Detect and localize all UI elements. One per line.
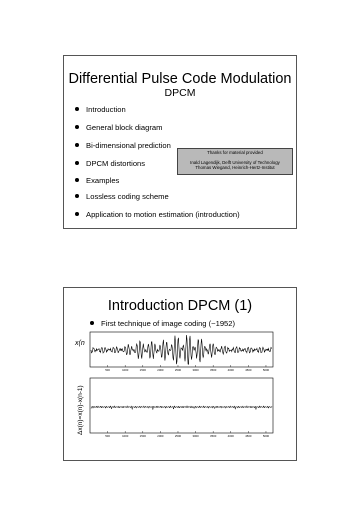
bullet-dot-icon <box>75 125 79 129</box>
slide1-subtitle: DPCM <box>164 87 196 99</box>
bullet-dot-icon <box>75 178 79 182</box>
axis-tick-label: 1000 <box>122 368 129 372</box>
bullet-first-technique: First technique of image coding (~1952) <box>90 319 235 328</box>
axis-tick-label: 5000 <box>262 368 270 372</box>
bullet-dpcm-distortions: DPCM distortions <box>75 159 145 168</box>
slide1-bullet-list <box>64 56 296 228</box>
axis-tick-label: 1000 <box>122 434 129 438</box>
axis-tick-label: 1500 <box>139 434 146 438</box>
credit-line-1: Inald Lagendijk, Delft University of Technology <box>190 159 280 165</box>
axis-tick-label: 5000 <box>262 434 270 438</box>
difference-plot-frame <box>90 378 273 433</box>
bullet-dot-icon <box>75 161 79 165</box>
axis-tick-label: 4000 <box>227 434 234 438</box>
axis-tick-label: 4500 <box>245 434 252 438</box>
axis-tick-label: 3500 <box>210 434 217 438</box>
bullet-bi-dimensional-prediction: Bi-dimensional prediction <box>75 141 171 150</box>
axis-tick-label: 1500 <box>139 368 146 372</box>
axis-tick-label: 2500 <box>174 434 182 438</box>
axis-tick-label: 4500 <box>245 368 252 372</box>
bullet-dot-icon <box>75 212 79 216</box>
bullet-general-block-diagram: General block diagram <box>75 123 162 132</box>
slide-dpcm-introduction <box>63 287 297 461</box>
axis-tick-label: 3500 <box>210 368 217 372</box>
bullet-examples: Examples <box>75 176 119 185</box>
axis-tick-label: 2000 <box>157 434 164 438</box>
difference-plot-label: Δx(n)=x(n)-x(n-1) <box>77 385 84 435</box>
axis-tick-label: 3000 <box>192 368 199 372</box>
signal-plot-label: x(n <box>75 340 85 347</box>
axis-tick-label: 500 <box>105 368 110 372</box>
credit-thanks: Thanks for material provided <box>207 150 263 155</box>
axis-tick-label: 2500 <box>174 368 182 372</box>
slide1-title: Differential Pulse Code Modulation <box>68 71 292 87</box>
slide-dpcm-outline <box>63 55 297 229</box>
bullet-dot-icon <box>75 143 79 147</box>
credit-line-2: Thomas Wiegand, Heinrich-Hertz-Institut <box>195 165 275 171</box>
bullet-motion-estimation: Application to motion estimation (introduction) <box>75 210 240 219</box>
bullet-dot-icon <box>75 194 79 198</box>
bullet-lossless-coding: Lossless coding scheme <box>75 192 169 201</box>
axis-tick-label: 2000 <box>157 368 164 372</box>
axis-tick-label: 500 <box>105 434 110 438</box>
bullet-introduction: Introduction <box>75 105 126 114</box>
axis-tick-label: 4000 <box>227 368 234 372</box>
bullet-dot-icon <box>75 107 79 111</box>
signal-figure <box>64 288 298 462</box>
axis-tick-label: 3000 <box>192 434 199 438</box>
credit-box <box>177 148 293 175</box>
slide2-title: Introduction DPCM (1) <box>107 298 253 314</box>
